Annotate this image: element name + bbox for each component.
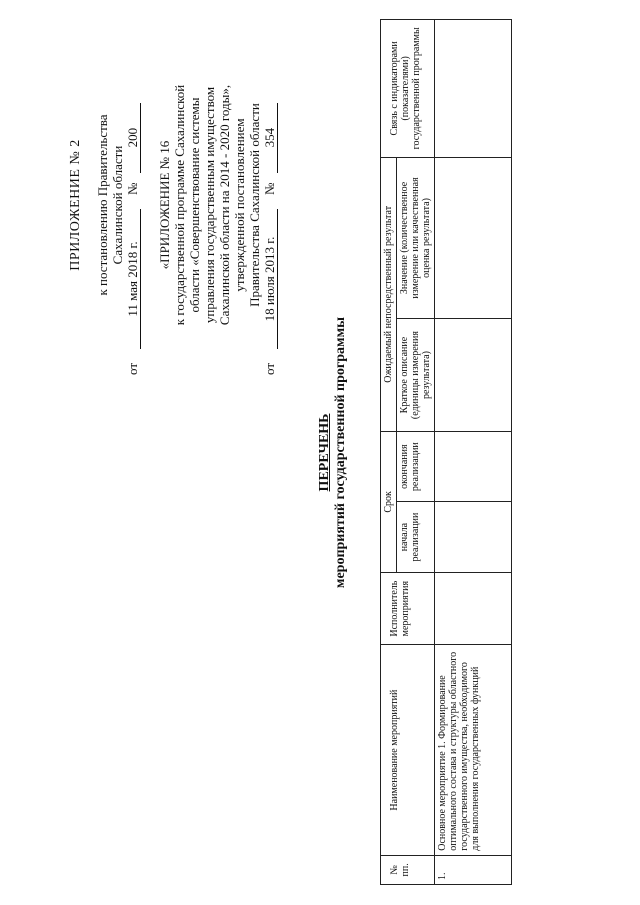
appendix16-number: 354 (262, 103, 278, 173)
cell-short (435, 319, 512, 432)
appendix16-line: Правительства Сахалинской области (247, 103, 262, 307)
header-term-start: начала реализации (397, 502, 435, 572)
header-link: Связь с индикаторами (показателями) государственной программы (381, 20, 435, 158)
appendix-header (68, 35, 278, 375)
appendix16-title: «ПРИЛОЖЕНИЕ № 16 (157, 140, 172, 270)
appendix16-line: утвержденной постановлением (232, 118, 247, 292)
appendix2-title: ПРИЛОЖЕНИЕ № 2 (68, 139, 83, 271)
appendix16-line: к государственной программе Сахалинской (172, 84, 187, 326)
appendix2-date: 11 мая 2018 г. (125, 209, 141, 349)
list-heading (317, 0, 349, 905)
measures-table (380, 19, 512, 885)
appendix16-date: 18 июля 2013 г. (262, 209, 278, 349)
header-term: Срок (381, 431, 397, 572)
header-result-value: Значение (количественное измерение или качественная оценка результата) (397, 157, 435, 319)
appendix2-line1: к постановлению Правительства (95, 114, 110, 296)
appendix2-ot: от (125, 362, 140, 375)
header-result: Ожидаемый непосредственный результат (381, 157, 397, 431)
header-result-short: Краткое описание (единицы измерения результата) (397, 319, 435, 432)
appendix16-date-row (262, 35, 278, 375)
cell-num: 1. (435, 855, 512, 884)
cell-name: Основное мероприятие 1. Формирование оптимального состава и структуры областного государственного имущества, необходимого для выполнения государственных функций (435, 645, 512, 855)
appendix16-ot: от (262, 362, 277, 375)
table-row (435, 20, 512, 885)
appendix16-no-label: № (262, 182, 277, 195)
appendix16-line: управления государственным имуществом (202, 86, 217, 324)
cell-value (435, 157, 512, 319)
header-num: № пп. (381, 855, 435, 884)
appendix2-no-label: № (125, 182, 140, 195)
header-term-end: окончания реализации (397, 431, 435, 501)
header-name: Наименование мероприятий (381, 645, 435, 855)
table-header-row (381, 20, 397, 885)
appendix2-date-row (125, 35, 141, 375)
appendix16-line: области «Совершенствование системы (187, 97, 202, 313)
appendix16-line: Сахалинской области на 2014 - 2020 годы», (217, 84, 232, 326)
appendix2-number: 200 (125, 103, 141, 173)
appendix16-block (157, 35, 278, 375)
cell-executor (435, 572, 512, 645)
cell-end (435, 431, 512, 501)
appendix2-line2: Сахалинской области (110, 145, 125, 265)
list-title: ПЕРЕЧЕНЬ (317, 413, 332, 492)
header-executor: Исполнитель мероприятия (381, 572, 435, 645)
cell-link (435, 20, 512, 158)
cell-start (435, 502, 512, 572)
list-subtitle: мероприятий государственной программы (333, 316, 348, 589)
